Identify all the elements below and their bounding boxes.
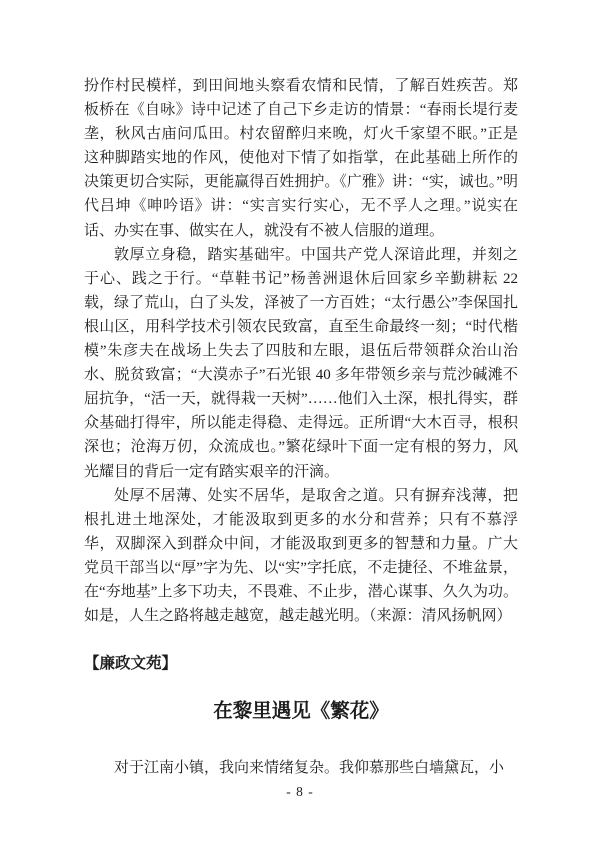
article1-paragraph-1: 扮作村民模样，到田间地头察看农情和民情，了解百姓疾苦。郑板桥在《自咏》诗中记述了自己下乡走访的情景：“春雨长堤行麦垄，秋风古庙问瓜田。村农留醉归来晚，灯火千家望不眠。”正是这种脚踏实地的作风，使他对下情了如指掌，在此基础上所作的决策更切合实际，更能赢得百姓拥护。《广雅》讲：“实，诚也。”明代吕坤《呻吟语》讲：“实言实行实心，无不孚人之理。”说实在话、办实在事、做实在人，就没有不被人信服的道理。 (84, 78, 518, 239)
article1-paragraph-2: 敦厚立身稳，踏实基础牢。中国共产党人深谙此理，并刻之于心、践之于行。“草鞋书记”杨善洲退休后回家乡辛勤耕耘 22 载，绿了荒山，白了头发，泽被了一方百姓；“太行愚公”李保国扎根山区，用科学技术引领农民致富，直至生命最终一刻；“时代楷模”朱彦夫在战场上失去了四肢和左眼，退伍后带领群众治山治水、脱贫致富；“大漠赤子”石光银 40 多年带领乡亲与荒沙碱滩不屈抗争，“活一天，就得栽一天树”……他们入土深，根扎得实，群众基础打得牢，所以能走得稳、走得远。正所谓“大木百寻，根积深也；沧海万仞，众流成也。”繁花绿叶下面一定有根的努力，风光耀目的背后一定有踏实艰辛的汗滴。 (84, 246, 518, 480)
article1-paragraph-3: 处厚不居薄、处实不居华，是取舍之道。只有摒弃浅薄，把根扎进土地深处，才能汲取到更多的水分和营养；只有不慕浮华，双脚深入到群众中间，才能汲取到更多的智慧和力量。广大党员干部当以“厚”字为先、以“实”字托底，不走捷径、不堆盆景，在“夯地基”上多下功夫，不畏难、不止步，潜心谋事、久久为功。如是，人生之路将越走越宽，越走越光明。（来源：清风扬帆网） (84, 487, 518, 625)
page-body (84, 74, 518, 780)
section-label: 【廉政文苑】 (84, 655, 178, 673)
article2-paragraph-1: 对于江南小镇，我向来情绪复杂。我仰慕那些白墙黛瓦，小 (114, 760, 505, 777)
article2-title: 在黎里遇见《繁花》 (213, 701, 389, 723)
page-number: - 8 - (286, 784, 314, 799)
